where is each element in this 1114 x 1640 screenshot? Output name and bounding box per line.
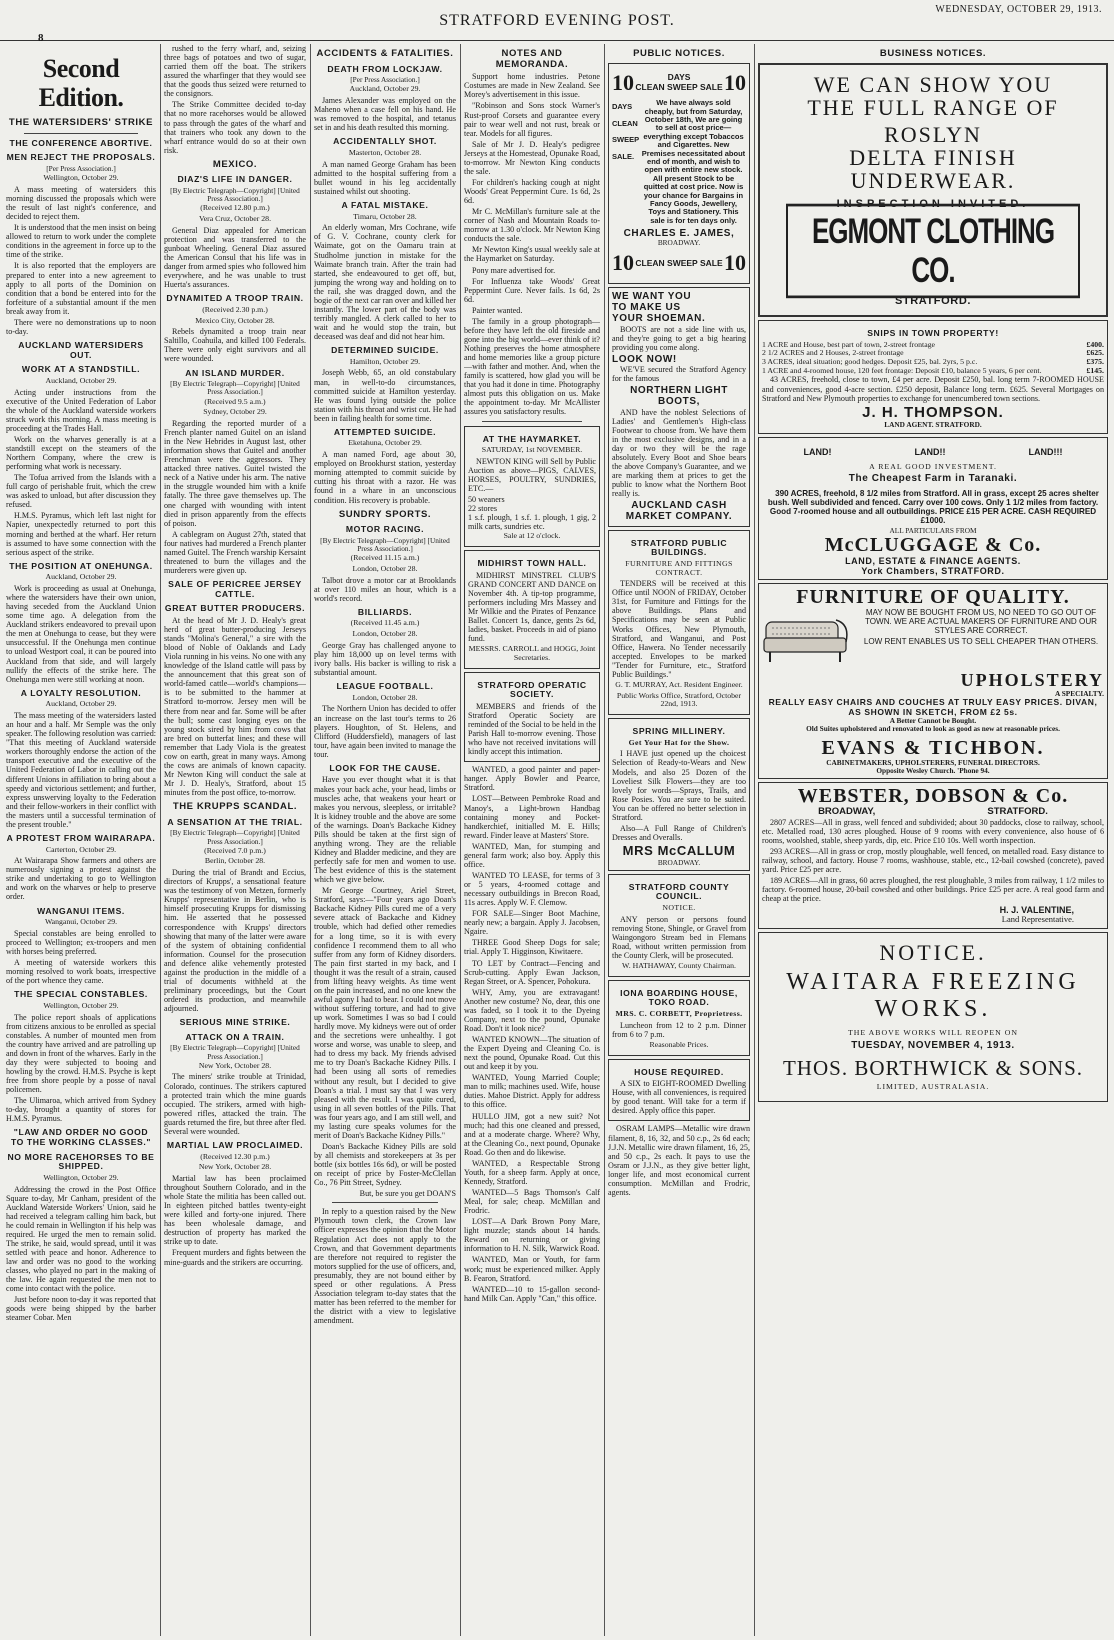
ad-heading: AUCKLAND CASH MARKET COMPANY.: [625, 500, 733, 523]
ad-body: REALLY EASY CHAIRS AND COUCHES AT TRULY EASY PRICES. DIVAN, AS SHOWN IN SKETCH, FROM £2 5s.: [768, 697, 1098, 717]
press-credit: [Per Press Association.]: [350, 75, 420, 85]
headline: DIAZ'S LIFE IN DANGER.: [177, 174, 293, 185]
headline: NOTES AND MEMORANDA.: [495, 48, 569, 70]
millinery-ad: [608, 718, 750, 871]
dateline: Auckland, October 29.: [45, 572, 117, 582]
dateline: Hamilton, October 29.: [349, 356, 421, 366]
snips-row: [762, 367, 1104, 376]
ad-heading: NORTHERN LIGHT BOOTS,: [630, 385, 728, 408]
county-council-ad: [608, 874, 750, 977]
classified: WANTED, Young Married Couple; man to milk; machines used. Wife, house duties. Mahoe District. Apply for address to this office.: [464, 1073, 600, 1110]
ad-date: SATURDAY, 1st NOVEMBER.: [481, 445, 583, 455]
paragraph: The miners' strike trouble at Trinidad, Colorado, continues. The strikers captured a protected train which the mine guards occupied. The strikers, armed with high-powered rifles, attacked the train. The guards returned the fire, but three after fled. Several were wounded.: [164, 1072, 306, 1136]
headline: WORK AT A STANDSTILL.: [21, 364, 141, 375]
paragraph: The Northern Union has decided to offer an increase on the last tour's terms to 26 players. Houghton, of St. Helens, and Clifford (Huddersfield), managers of last tour, have again been invited to manage the tour.: [314, 704, 456, 759]
ad-location: BROADWAY,: [818, 805, 876, 817]
egmont-ad: [758, 63, 1108, 317]
ad-subtitle: THE ABOVE WORKS WILL REOPEN ON: [848, 1028, 1018, 1038]
ad-location: STRATFORD.: [987, 805, 1048, 817]
dateline: Eketahuna, October 29.: [348, 438, 422, 448]
classified: WHY, Amy, you are extravagant! Another new costume? No, dear, this one was faded, so I took it to the Dyeing Company, next to the pound, Opunake Road. Don't it look nice?: [464, 987, 600, 1033]
paragraph: Mr C. McMillan's furniture sale at the corner of Nash and Mountain Roads to-morrow at 1.30 o'clock. Mr Newton King conducts the sale.: [464, 207, 600, 244]
inspection-line: INSPECTION INVITED.: [836, 198, 1030, 211]
ad-heading: WAITARA FREEZING: [786, 969, 1080, 996]
paragraph: "Robinson and Sons stock Warner's Rust-proof Corsets and guarantee every pair to wear well and not rust, break or tear. Models for all figures.: [464, 101, 600, 138]
ad-subtitle: MRS. C. CORBETT, Proprietress.: [615, 1009, 743, 1018]
dateline: London, October 28.: [352, 692, 418, 702]
sale-body: We have always sold cheaply, but from Saturday, October 18th, We are going to sell at cost price—everything except Tobaccos and Cigarettes. New Premises necessitated about end of month, and wish to open with entire new stock. All present Stock to be quitted at cost price. Now is your chance for Bargains in Fancy Goods, Jewellery, Toys and Stationery. This sale is for ten days only.: [641, 98, 746, 225]
received-time: (Received 11.45 a.m.): [350, 618, 420, 628]
ad-heading: LOOK NOW!: [612, 353, 677, 365]
ad-line: 50 weaners: [468, 495, 505, 505]
headline: SERIOUS MINE STRIKE.: [179, 1017, 291, 1028]
ad-title: SPRING MILLINERY.: [632, 726, 726, 737]
edition-heading: Second Edition.: [38, 54, 124, 113]
received-time: (Received 7.0 p.m.): [204, 845, 266, 855]
cable-credit: [By Electric Telegraph—Copyright] [United Press Association.]: [170, 186, 300, 204]
headline: "LAW AND ORDER NO GOOD TO THE WORKING CLASSES.": [10, 1127, 152, 1147]
dateline: Berlin, October 28.: [204, 856, 266, 866]
paragraph: H.M.S. Pyramus, which left last night for Napier, unexpectedly returned to port this morning and berthed at the wharf. Her return is assumed to have some connection with the serious aspect of the strike.: [6, 511, 156, 557]
ad-banner: WE CAN SHOW YOU: [813, 71, 1053, 97]
cable-credit: [By Electric Telegraph—Copyright] [United Press Association.]: [170, 828, 300, 846]
headline: GREAT BUTTER PRODUCERS.: [164, 603, 306, 614]
classified: WANTED, a good painter and paper-hanger. Apply Bowler and Pearce, Stratford.: [464, 765, 600, 793]
headline: NO MORE RACEHORSES TO BE SHIPPED.: [7, 1151, 155, 1172]
ad-body: Also—A Full Range of Children's Dresses and Overalls.: [612, 823, 746, 842]
borthwick-ad: [758, 932, 1108, 1103]
ad-body: 189 ACRES—All in grass, 60 acres ploughed, the rest ploughable, 3 miles from railway, 1 1/2 miles to factory. 6-roomed house, 20-bail cowshed and other buildings. Price £25 per acre. A real good farm and cheap at the price.: [762, 875, 1104, 904]
dateline: Sydney, October 29.: [203, 407, 267, 417]
headline: THE KRUPPS SCANDAL.: [172, 801, 298, 813]
dateline: New York, October 28.: [198, 1060, 272, 1070]
classified: WANTED, Man or Youth, for farm work; must be experienced milker. Apply B. Fearon, Stratford.: [464, 1255, 600, 1283]
paragraph: The family in a group photograph—before they have left the old fireside and gone into the big world—ever think of it? Nothing preserves the home atmosphere and home memories like a group picture—with father and mother. And, when the family is scattered, how glad you will be that you had it done in time. Photography almost puts this obligation on us. Make the appointment to-day. Mr McAllister assures you satisfactory results.: [464, 316, 600, 417]
masthead: [0, 0, 1114, 44]
page-number: 8: [38, 32, 44, 44]
dateline: Vera Cruz, October 28.: [198, 214, 272, 224]
ad-location: BROADWAY.: [657, 857, 701, 867]
paragraph: Special constables are being enrolled to proceed to Wellington; ex-troopers and men with horses being preferred.: [6, 928, 156, 957]
classified: WANTED—10 to 15-gallon second-hand Milk Can. Apply "Can," this office.: [464, 1284, 600, 1303]
ad-body: ANY person or persons found removing Stone, Shingle, or Gravel from Waingongoro Stream bed in Flemans Road, without written permission from the County Clerk, will be prosecuted.: [612, 914, 746, 960]
paragraph: Acting under instructions from the executive of the United Federation of Labor the whole of the Auckland waterside workers struck work this morning. A mass meeting is proceeding at the Trades Hall.: [6, 387, 156, 433]
headline: ACCIDENTS & FATALITIES.: [316, 48, 454, 59]
paragraph: A man named George Graham has been admitted to the hospital suffering from a bullet wound in his leg accidentally sustained whilst out shooting.: [314, 159, 456, 196]
ad-body: MIDHIRST MINSTREL CLUB'S GRAND CONCERT AND DANCE on November 4th. A tip-top programme, performers including Mrs Massey and Mr Wilkie and the Pirates of Penzance Ballet. Concert 1s, dance, gents 2s 6d, ladies, basket. Proceeds in aid of piano fund.: [468, 570, 596, 644]
headline: A SENSATION AT THE TRIAL.: [167, 816, 303, 827]
classified: OSRAM LAMPS—Metallic wire drawn filament, 8, 16, 32, and 50 c.p., 2s 6d each; J.J.N. Metallic wire drawn filament, 16, 25, and 50 c.p., 2s each. It pays to use the Osram or J.J.N., as they give better light, longer life, and most economical current consumption. McMillan and Frodric, agents.: [608, 1124, 750, 1197]
snips-price: £625.: [1086, 348, 1104, 358]
paragraph: Sale of Mr J. D. Healy's pedigree Jerseys at the Homestead, Opunake Road, to-morrow. Mr Newton King conducts the sale.: [464, 139, 600, 176]
ad-subtitle: CABINETMAKERS, UPHOLSTERERS, FUNERAL DIRECTORS.: [826, 757, 1040, 767]
land-word: LAND!!!: [1028, 446, 1063, 457]
paragraph: For Influenza take Woods' Great Peppermint Cure. Never fails. 1s 6d, 2s 6d.: [464, 276, 600, 304]
ad-banner: ROSLYN: [884, 121, 982, 147]
ad-heading: TO MAKE US: [612, 302, 681, 314]
headline: MOTOR RACING.: [345, 524, 425, 535]
paragraph: Addressing the crowd in the Post Office Square to-day, Mr Canham, president of the Auckland Waterside Workers' Union, said he had received a telegram calling him back, but he could remain in Wellington if his help was required. He urged the men to remain solid. The strike, he said, would spread, until it was settled with peace and honor. Adherence to law and order was no good to the working classes, who played no part in the making of the law. He again requested the men not to come into contact with the police.: [6, 1184, 156, 1294]
dateline: Carterton, October 29.: [45, 844, 117, 854]
ad-body: 43 ACRES, freehold, close to town, £4 per acre. Deposit £250, bal. long term 7-ROOMED HOUSE and conveniences, good 4-acre section. £250 deposit, Balance long term. £625. Several Mortgages on Stratford and New Plymouth properties to exchange for unencumbered town sections.: [762, 375, 1104, 403]
headline: DEATH FROM LOCKJAW.: [327, 63, 443, 74]
land-ad: [758, 437, 1108, 581]
classified: WANTED—5 Bags Thomson's Calf Meal, for sale; cheap. McMillan and Frodric.: [464, 1188, 600, 1216]
column-1: [6, 44, 156, 1636]
paragraph: The police report shoals of applications from citizens anxious to be enrolled as special constables. A number of mounted men from the country have arrived and are patrolling up and down in front of the wharves. Early in the day they were subjected to booing and howling by the crowd. H.M.S. Psyche is kept free from shore people by a posse of naval policemen.: [6, 1012, 156, 1095]
divan-sketch-icon: [762, 612, 852, 667]
paragraph: A meeting of waterside workers this morning resolved to work boats, irrespective of the port whence they came.: [6, 958, 156, 986]
egmont-location: STRATFORD.: [894, 294, 972, 307]
paragraph: Doan's Backache Kidney Pills are sold by all chemists and storekeepers at 3s per bottle (six bottles 16s 6d), or will be posted on receipt of price by Foster-McClellan Co., 76 Pitt Street, Sydney.: [314, 1141, 456, 1188]
ad-title: HOUSE REQUIRED.: [634, 1066, 724, 1077]
column-rule: [754, 44, 755, 1636]
paragraph: A cablegram on August 27th, stated that four natives had murdered a French planter named Guitel. The French warship Kersaint threatened to burn the villages and the murderers were given up.: [164, 529, 306, 575]
ad-line: 1 s.f. plough, 1 s.f. 1. plough, 1 gig, 2 milk carts, sundries etc.: [468, 513, 596, 532]
dateline: New York, October 28.: [198, 1162, 272, 1172]
paragraph: The Strike Committee decided to-day that no more racehorses would be allowed to pass through the gates of the wharf and that trainers who took any down to the wharf entrance would do so at their own risk.: [164, 100, 306, 155]
issue-date: WEDNESDAY, OCTOBER 29, 1913.: [935, 4, 1102, 15]
headline: LEAGUE FOOTBALL.: [336, 681, 434, 692]
headline: SALE OF PERICREE JERSEY CATTLE.: [168, 579, 302, 599]
classified: THREE Good Sheep Dogs for sale; trial. Apply T. Higginson, Kiwitaere.: [464, 938, 600, 957]
headline: A PROTEST FROM WAIRARAPA.: [6, 832, 156, 843]
classified: WANTED, Man, for stumping and general farm work; also boy. Apply this office.: [464, 841, 600, 869]
ad-title: STRATFORD PUBLIC BUILDINGS.: [630, 537, 728, 558]
ad-subtitle: NOTICE.: [662, 903, 696, 912]
paragraph: Painter wanted.: [472, 305, 523, 315]
ad-body: AND have the noblest Selections of Ladies' and Gentlemen's High-class Footwear to choose from. We have them in the most exclusive designs, and in a day or two they will be the rage absolutely. Every Boot and Shoe bears the above Company's Guarantee, and we are marking them at prices to get the public to know what the Northern Boot really is.: [612, 407, 746, 499]
ad-subtitle: LIMITED, AUSTRALASIA.: [876, 1081, 990, 1091]
ad-title: STRATFORD OPERATIC SOCIETY.: [477, 679, 587, 700]
ad-body: BOOTS are not a side line with us, and they're going to get a big hearing providing you come along.: [612, 324, 746, 352]
column-3: [314, 44, 456, 1636]
ad-heading: YOUR SHOEMAN.: [612, 313, 706, 325]
days-label: DAYS: [667, 72, 691, 83]
ad-title: AT THE HAYMARKET.: [482, 433, 582, 444]
paragraph: Joseph Webb, 65, an old constabulary man, in well-to-do circumstances, committed suicide at Hamilton yesterday. He was found lying outside the police station with his throat and wrist cut. He had been in failing health for some time.: [314, 368, 456, 423]
ad-body: I HAVE just opened up the choicest Selection of Ready-to-Wears and New Models, and also 25 Dozen of the Loveliest Silk Flowers—they are too lovely for words—Sprays, Trails, and Rose Posies. You are sure to be suited. You can be offered no better selection in Stratford.: [612, 749, 746, 822]
column-rule: [460, 44, 461, 1636]
ad-subtitle: ALL PARTICULARS FROM: [889, 525, 977, 535]
ad-heading: The Cheapest Farm in Taranaki.: [848, 473, 1018, 485]
ad-subtitle: Get Your Hat for the Show.: [628, 737, 730, 747]
snips-text: 2 1/2 ACRES and 2 Houses, 2-street frontage: [762, 348, 904, 358]
headline: ATTEMPTED SUICIDE.: [333, 426, 437, 437]
paragraph: General Diaz appealed for American protection and was transferred to the gunboat Wheeling. General Diaz assured the American Consul that his life was in danger from armed spies who followed him everywhere, and he was unable to trust Huerta's assurances.: [164, 225, 306, 290]
paragraph: Mr George Courtney, Ariel Street, Stratford, says:—"Four years ago Doan's Backache Kidney Pills cured me of a very severe attack of Backache and Kidney trouble, which had defied other remedies for a long time, so it is with every confidence I recommend them to all who suffer from any form of Kidney disorders. The pain first started in my back, and I thought it was the result of a strain, caused from lifting heavy weights. As time went on the pain increased, and no one knew the awful agony I had to bear. I could not move without suffering torture, and had to give up work. Sometimes I was so bad I could hardly move. My kidneys were out of order and the secretions were unhealthy. I got worse and worse, was unable to sleep, and had to dress my back. My friends advised me to try Doan's Backache Kidney Pills. I had been using all sorts of remedies without any result, but I decided to give Doan's a trial. I must say that I was very pleased with the result. I was quite cured, using in all seven bottles of the Pills. That was four years ago, and I am still well, and my lasting cure speaks volumes for the merit of Doan's Backache Kidney Pills.": [314, 886, 456, 1140]
headline: ATTACK ON A TRAIN.: [185, 1031, 285, 1042]
house-required-ad: [608, 1059, 750, 1122]
ad-heading: WORKS.: [874, 996, 992, 1023]
headline: WANGANUI ITEMS.: [37, 905, 125, 916]
paragraph: Pony mare advertised for.: [472, 265, 556, 275]
headline: DETERMINED SUICIDE.: [331, 345, 439, 356]
paragraph: It is also reported that the employers are prepared to enter into a new agreement to apply to all ports of the Dominion on condition that a bond be entered into for the forfeiture of a substantial amount if the men break away from it.: [6, 261, 156, 316]
paragraph: In reply to a question raised by the New Plymouth town clerk, the Crown law officer expresses the opinion that the Motor Regulation Act does not apply to the Crown, and that Government departments are therefore not required to register the motors supplied for the use of officers, and, presumably, they are not bound either by speed or other regulations. A Press Association telegram to-day states that the matter has been referred to the member for the district with a view to legislative amendment.: [314, 1207, 456, 1326]
snips-price: £145.: [1086, 365, 1104, 375]
column-rule: [160, 44, 161, 1636]
paragraph: Rebels dynamited a troop train near Saltillo, Coahuila, and killed 100 Federals. There were only eight survivors and all were wounded.: [164, 327, 306, 364]
ad-subtitle: A SPECIALTY.: [1055, 689, 1104, 699]
ad-body: WE'VE secured the Stratford Agency for the famous: [612, 365, 746, 384]
dateline: Auckland, October 29.: [45, 699, 117, 709]
ad-title: IONA BOARDING HOUSE, TOKO ROAD.: [620, 987, 738, 1008]
classified: FOR SALE—Singer Boot Machine, nearly new; a bargain. Apply J. Jacobsen, Ngaire.: [464, 909, 600, 937]
cable-credit: [By Electric Telegraph—Copyright] [United Press Association.]: [170, 1043, 300, 1061]
paragraph: But, be sure you get DOAN'S: [359, 1189, 456, 1199]
ad-signature: G. T. MURRAY, Act. Resident Engineer.: [615, 679, 743, 689]
ad-heading: MRS McCALLUM: [622, 843, 736, 859]
received-time: (Received 11.15 a.m.): [350, 553, 420, 563]
snips-text: 3 ACRES, ideal situation; good hedges. Deposit £25, bal. 2yrs, 5 p.c.: [762, 357, 978, 366]
cable-credit: [By Electric Telegraph—Copyright] [United Press Association.]: [170, 379, 300, 397]
received-time: (Received 12.30 p.m.): [200, 1151, 270, 1161]
ad-body: 2807 ACRES—All in grass, well fenced and subdivided; about 30 paddocks, close to railway, school, etc. Metalled road, 130 acres ploughed. House of 9 rooms with every convenience, also house of 6 rooms, woolshed, stable, sheep yards, dip, etc. Price £10 10s. Well worth inspection.: [762, 817, 1104, 845]
ad-subtitle: A Better Cannot be Bought.: [889, 716, 977, 726]
classified: WANTED, a Respectable Strong Youth, for a sheep farm. Apply at once, Kennedy, Stratford.: [464, 1158, 600, 1186]
column-2: [164, 44, 306, 1636]
ad-title: STRATFORD COUNTY COUNCIL.: [628, 881, 730, 902]
paragraph: Regarding the reported murder of a French planter named Guitel on an island in the New Hebrides in August last, other information shows that Guitel and another Frenchman were the aggressors. They attacked three natives. Guitel twisted the neck of a Native under his arm. The native in the struggle wounded him with a knife fatally. The three gave themselves up. The one charged with wounding with intent died in prison apparently from the effects of poison.: [164, 418, 306, 528]
headline: A FATAL MISTAKE.: [341, 199, 429, 210]
headline: MEXICO.: [212, 158, 258, 170]
dateline: London, October 28.: [352, 563, 418, 573]
paragraph: The Ulimaroa, which arrived from Sydney to-day, brought a quantity of stores for H.M.S. Pyramus.: [6, 1096, 156, 1124]
ad-subtitle: LAND AGENT. STRATFORD.: [884, 420, 982, 430]
ad-subtitle: Old Suites upholstered and renovated to look as good as new at reasonable prices.: [806, 724, 1060, 734]
column-rule: [604, 44, 605, 1636]
snips-price: £375.: [1086, 357, 1104, 366]
ad-heading: NOTICE.: [879, 939, 987, 965]
snips-ad: [758, 320, 1108, 434]
paragraph: There were no demonstrations up to noon to-day.: [6, 317, 156, 336]
days-number: 10: [612, 250, 634, 276]
sale-side-label: DAYS CLEAN SWEEP SALE.: [612, 102, 640, 161]
public-buildings-ad: [608, 530, 750, 716]
ad-footer: MESSRS. CARROLL and HOGG, Joint Secretaries.: [468, 644, 596, 662]
classified: WANTED TO LEASE, for terms of 3 or 5 years, 4-roomed cottage and necessary outbuildings in Brecon Road, 11s acres. Apply W. F. Clemow.: [464, 870, 600, 908]
paragraph: Frequent murders and fights between the mine-guards and the strikers are occurring.: [164, 1248, 306, 1267]
ad-subtitle: FURNITURE AND FITTINGS CONTRACT.: [625, 558, 733, 577]
ad-footer: Reasonable Prices.: [649, 1039, 709, 1049]
ad-title: MIDHIRST TOWN HALL.: [477, 558, 587, 569]
dateline: London, October 28.: [352, 629, 418, 639]
headline: MEN REJECT THE PROPOSALS.: [6, 152, 156, 163]
egmont-logo: EGMONT CLOTHING CO.: [786, 204, 1080, 299]
received-time: (Received 2.30 p.m.): [202, 304, 268, 314]
dateline: Masterton, October 28.: [348, 148, 422, 158]
furniture-ad: [758, 583, 1108, 779]
ad-heading: THOS. BORTHWICK & SONS.: [782, 1056, 1083, 1080]
paragraph: An elderly woman, Mrs Cochrane, wife of G. V. Cochrane, county clerk for Waimate, got on the Oamaru train at Studholme junction in mistake for the Waimate branch train. After the train had started, she endeavoured to get off, but, jumping the wrong way and holding on to the rail, she was dragged down, and the bogie of the next car ran over and killed her instantly. The lower part of the body was terribly mangled. A clerk called to her to wait and he would stop the train, but deceased was deaf and did not hear him.: [314, 223, 456, 342]
iona-ad: [608, 980, 750, 1056]
dateline: Mexico City, October 28.: [195, 315, 275, 325]
dateline: Wellington, October 29.: [43, 1172, 119, 1182]
classified: TO LET by Contract—Fencing and Scrub-cutting. Apply Ewan Jackson, Regan Street, or A. Spencer, Pohokura.: [464, 958, 600, 986]
column-4: [464, 44, 600, 1636]
received-time: (Received 9.5 a.m.): [204, 396, 266, 406]
webster-ad: [758, 782, 1108, 929]
headline: A LOYALTY RESOLUTION.: [20, 687, 142, 698]
paragraph: A mass meeting of watersiders this morning discussed the proposals which were the result of last night's conference, and decided to reject them.: [6, 184, 156, 222]
ad-body: MEMBERS and friends of the Stratford Operatic Society are reminded of the Social to be held in the Parish Hall to-morrow evening. Those who have not received invitations will kindly accept this intimation.: [468, 701, 596, 757]
sale-title: CLEAN SWEEP SALE: [635, 258, 723, 269]
headline: PUBLIC NOTICES.: [633, 48, 725, 59]
paragraph: For children's hacking cough at night Woods' Great Peppermint Cure. 1s 6d, 2s 6d.: [464, 177, 600, 206]
midhirst-ad: [464, 550, 600, 669]
james-name: CHARLES E. JAMES,: [623, 228, 735, 240]
ad-title: SNIPS IN TOWN PROPERTY!: [867, 327, 999, 338]
headline: MARTIAL LAW PROCLAIMED.: [166, 1139, 304, 1150]
headline: THE SPECIAL CONSTABLES.: [14, 989, 148, 1000]
ad-signature: W. HATHAWAY, County Chairman.: [622, 961, 736, 971]
ad-banner: DELTA FINISH: [849, 144, 1017, 170]
dateline: Timaru, October 28.: [353, 211, 417, 221]
dateline: Wanganui, October 29.: [44, 917, 118, 927]
days-number: 10: [724, 69, 746, 95]
ad-heading: WE WANT YOU: [612, 291, 692, 303]
headline: LOOK FOR THE CAUSE.: [329, 762, 441, 773]
headline: BUSINESS NOTICES.: [879, 48, 987, 59]
clean-sweep-ad: [608, 63, 750, 284]
ad-address: Opposite Wesley Church. 'Phone 94.: [876, 765, 990, 775]
ad-heading: McCLUGGAGE & Co.: [824, 534, 1042, 556]
ad-body: Luncheon from 12 to 2 p.m. Dinner from 6 to 7 p.m.: [612, 1020, 746, 1039]
ad-heading: WEBSTER, DOBSON & Co.: [797, 784, 1069, 807]
headline: THE WATERSIDERS' STRIKE: [8, 117, 154, 129]
press-credit: [Per Press Association.]: [46, 164, 116, 174]
paragraph: Martial law has been proclaimed throughout Southern Colorado, and in the whole State the militia has been called out. In eighteen pitched battles twenty-eight were killed and forty-one injured. There has been wholesale damage, and destruction of property has marked the strike up to date.: [164, 1173, 306, 1247]
shoeman-ad: [608, 287, 750, 526]
ad-body: A SIX to EIGHT-ROOMED Dwelling House, with all conveniences, is required by good tenant. Will take for a term if desired. Apply office this paper.: [612, 1079, 746, 1116]
ad-banner: THE FULL RANGE OF: [807, 94, 1059, 120]
classified: LOST—Between Pembroke Road and Manoy's, a Light-brown Handbag containing money and Pocket-handkerchief, initialled M. E. Hills; reward. Finder leave at Masters' Store.: [464, 794, 600, 840]
paragraph: Talbot drove a motor car at Brooklands at over 110 miles an hour, which is a world's record.: [314, 575, 456, 603]
paragraph: At the head of Mr J. D. Healy's great herd of great butter-producing Jerseys stands "Molina's General," a sire with the blood of Noble of Oaklands and Lady Viola running in his veins. No one with any knowledge of the Island cattle will pass by the announcement that this great son of world-famed cattle—world's champions—is to be submitted to the hammer at Stratford to-morrow. Jersey men will be there from near and far. Some will be after the bull; some cast longing eyes on the young stock sired by him from cows that are bred on butterfat lines; and these will remember that Lady Viola is the greatest cow on earth, great in many ways. Among the cows are animals of known capacity. Mr Newton King will conduct the sale at Mr J. D. Healy's, Stratford, about 15 minutes from the post office, to-morrow.: [164, 615, 306, 798]
dateline: Auckland, October 29.: [349, 84, 421, 94]
dateline: Wellington, October 29.: [43, 173, 119, 183]
headline: BILLIARDS.: [357, 606, 413, 617]
paragraph: It is understood that the men insist on being allowed to return to work under the complete conditions in the agreement in force up to the time of the strike.: [6, 223, 156, 260]
paragraph: rushed to the ferry wharf, and, seizing three bags of potatoes and two of sugar, carried them off the boat. The strikers assured the wharfinger that they would see that the goods thus seized were returned to the consignors.: [164, 44, 306, 99]
cable-credit: [By Electric Telegraph—Copyright] [United Press Association.]: [320, 535, 450, 553]
haymarket-ad: [464, 426, 600, 548]
james-location: BROADWAY.: [657, 238, 701, 248]
ad-signature: H. J. VALENTINE,: [999, 905, 1074, 916]
paragraph: During the trial of Brandt and Eccius, directors of Krupps', a sensational feature was the testimony of von Metzen, formerly Krupps' representative in Berlin, who is himself prosecuting Krupps for dismissing him. He asserted that he possessed correspondence with Krupps' directors showing that many of the latter were aware of the system of obtaining confidential information. Counsel for the prosecution and defence alike vehemently protested against the production in the middle of a trial of documents withheld at the preliminary proceedings, but the Court ordered its production, and meanwhile adjourned.: [164, 868, 306, 1014]
headline: THE CONFERENCE ABORTIVE.: [9, 137, 153, 148]
paragraph: Mr Newton King's usual weekly sale at the Haymarket on Saturday.: [464, 245, 600, 264]
dateline: Auckland, October 29.: [45, 375, 117, 385]
classified: HULLO JIM, got a new suit? Not much; had this one cleaned and pressed, and at a moderate charge. Where? Why, at the Cleaning Co., next pound, Opunake Road. Go then and do likewise.: [464, 1111, 600, 1157]
paragraph: Work is proceeding as usual at Onehunga, where the watersiders have their own union, having seceded from the Auckland Union some time ago. A delegation from the Auckland strikers endeavored to prevail upon the men at Onehunga to cease, but they were unsuccessful. If the Onehunga men continue to unload Westport coal, it can be poured into Auckland from that side, and will largely nullify the effects of the strike here. The Onehunga men were still working at noon.: [6, 584, 156, 684]
dateline: Wellington, October 29.: [43, 1000, 119, 1010]
paragraph: Have you ever thought what it is that makes your back ache, your head, limbs or muscles ache, that weakens your heart or makes you nervous, sleepless, or irritable? It is kidney trouble and the above are some of the warnings. Doan's Backache Kidney Pills should be taken at the first sign of anything wrong. They are the reliable Kidney and Bladder medicine, and they are perfectly safe for men and women to use. The best evidence of this is the statement which we give below.: [314, 775, 456, 885]
column-6: [758, 44, 1108, 1636]
ad-subtitle: A REAL GOOD INVESTMENT.: [869, 461, 997, 471]
ad-body: 390 ACRES, freehold, 8 1/2 miles from Stratford. All in grass, except 25 acres shelter bush. Well subdivided and fenced. Carry over 100 cows. Only 1 1/2 miles from factory. Good 7-roomed house and all outbuildings. PRICE £15 PER ACRE. CASH REQUIRED £1000.: [767, 488, 1099, 525]
snips-text: 1 ACRE and House, best part of town, 2-street frontage: [762, 339, 936, 349]
land-word: LAND!!: [914, 446, 946, 457]
column-5: [608, 44, 750, 1636]
paragraph: At Wairarapa Show farmers and others are numerously signing a protest against the strike and undertaking to go to Wellington and work on the wharves or help to preserve order.: [6, 856, 156, 902]
column-rule: [310, 44, 311, 1636]
ad-heading: J. H. THOMPSON.: [862, 403, 1004, 421]
ad-footer: Sale at 12 o'clock.: [503, 531, 561, 541]
land-word: LAND!: [803, 446, 832, 457]
classified: WANTED KNOWN—The situation of the Expert Dyeing and Cleaning Co. is next the pound, Opunake Road. Cut this out and keep it by you.: [464, 1035, 600, 1072]
headline: AN ISLAND MURDER.: [185, 367, 285, 378]
ad-date: TUESDAY, NOVEMBER 4, 1913.: [851, 1039, 1015, 1051]
days-number: 10: [724, 250, 746, 276]
headline: SUNDRY SPORTS.: [338, 508, 432, 520]
ad-body: LOW RENT ENABLES US TO SELL CHEAPER THAN OTHERS.: [863, 637, 1099, 647]
paragraph: Support home industries. Petone Costumes are made in New Zealand. See Morey's advertisement in this issue.: [464, 72, 600, 100]
ad-heading: FURNITURE OF QUALITY.: [796, 586, 1070, 609]
ad-signature: Land Representative.: [1001, 914, 1074, 925]
ad-signature: Public Works Office, Stratford, October 22nd, 1913.: [616, 690, 742, 709]
paper-title: STRATFORD EVENING POST.: [439, 12, 675, 29]
headline: THE POSITION AT ONEHUNGA.: [9, 560, 153, 571]
ad-body: NEWTON KING will Sell by Public Auction as above—PIGS, CALVES, HORSES, POULTRY, SUNDRIES, ETC.—: [468, 456, 596, 494]
ad-line: 22 stores: [468, 504, 497, 514]
paragraph: James Alexander was employed on the Maheno when a case fell on his hand. He was removed to the hospital, and tetanus set in and his death resulted this morning.: [314, 96, 456, 133]
ad-subtitle: LAND, ESTATE & FINANCE AGENTS.: [845, 556, 1021, 566]
ad-body: MAY NOW BE BOUGHT FROM US, NO NEED TO GO OUT OF TOWN. WE ARE ACTUAL MAKERS OF FURNITURE AND OUR STYLES ARE CORRECT.: [864, 608, 1098, 636]
ad-banner: UNDERWEAR.: [850, 168, 1016, 193]
paragraph: Just before noon to-day it was reported that goods were being shipped by the barber steamer Cobar. Men: [6, 1295, 156, 1323]
snips-price: £400.: [1086, 339, 1104, 349]
paragraph: George Gray has challenged anyone to play him 18,000 up on level terms with ivory balls. His backer is willing to risk a substantial amount.: [314, 640, 456, 678]
received-time: (Received 12.80 p.m.): [200, 203, 270, 213]
paragraph: The Tofua arrived from the Islands with a full cargo of perishable fruit, which the crew was asked to unload, but after discussion they refused.: [6, 473, 156, 510]
headline: ACCIDENTALLY SHOT.: [333, 136, 437, 147]
days-number: 10: [612, 69, 634, 95]
ad-body: TENDERS will be received at this Office until NOON of FRIDAY, October 31st, for Furniture and Fittings for the above Buildings. Plans and Specifications may be seen at Public Works Offices, New Plymouth, Stratford, and Wanganui, and Post Office, Hawera. No Tender necessarily accepted. Envelopes to be marked "Tender for Furniture, etc., Stratford Public Buildings.": [612, 579, 746, 679]
headline: AUCKLAND WATERSIDERS OUT.: [18, 339, 144, 360]
headline: DYNAMITED A TROOP TRAIN.: [166, 293, 304, 304]
operatic-ad: [464, 672, 600, 763]
ad-body: 293 ACRES—All in grass or crop, mostly ploughable, well fenced, on metalled road. Easy distance to railway, school, and factory. House 7 rooms, washhouse, stable, etc., 12-bail cowshed (concrete), paved yard. Price £25 per acre.: [762, 846, 1104, 874]
classified: LOST—A Dark Brown Pony Mare, light muzzle; stands about 14 hands. Reward on returning or giving information to H. N. Silk, Warwick Road.: [464, 1217, 600, 1254]
ad-address: York Chambers, STRATFORD.: [861, 566, 1005, 577]
snips-text: 1 ACRE and 4-roomed house, 120 feet frontage: Deposit £10, balance 5 years, 6 per cent.: [762, 365, 1042, 375]
ad-heading: EVANS & TICHBON.: [821, 736, 1045, 759]
ad-heading: UPHOLSTERY: [960, 670, 1104, 691]
paragraph: The mass meeting of the watersiders lasted an hour and a half. Mr Semple was the only speaker. The following resolution was carried: "That this meeting of Auckland waterside workers thoroughly endorse the action of the transport executive and the executive of the United Federation of Labor in calling out the different Unions in affiliation to bring about a speedy and victorious settlement; and further, express unswerving loyalty to the Federation and their fellow-workers in their conflict with the masters until a successful termination of the present trouble.": [6, 711, 156, 829]
paragraph: A man named Ford, age about 30, employed on Brookhurst station, yesterday morning attempted to commit suicide by cutting his throat with a razor. He was found in a whare in an unconscious condition. His recovery is probable.: [314, 450, 456, 505]
sale-title: CLEAN SWEEP SALE: [635, 81, 723, 92]
paragraph: Work on the wharves generally is at a standstill except on the steamers of the Northern Company, where the crew is performing what work is necessary.: [6, 434, 156, 472]
